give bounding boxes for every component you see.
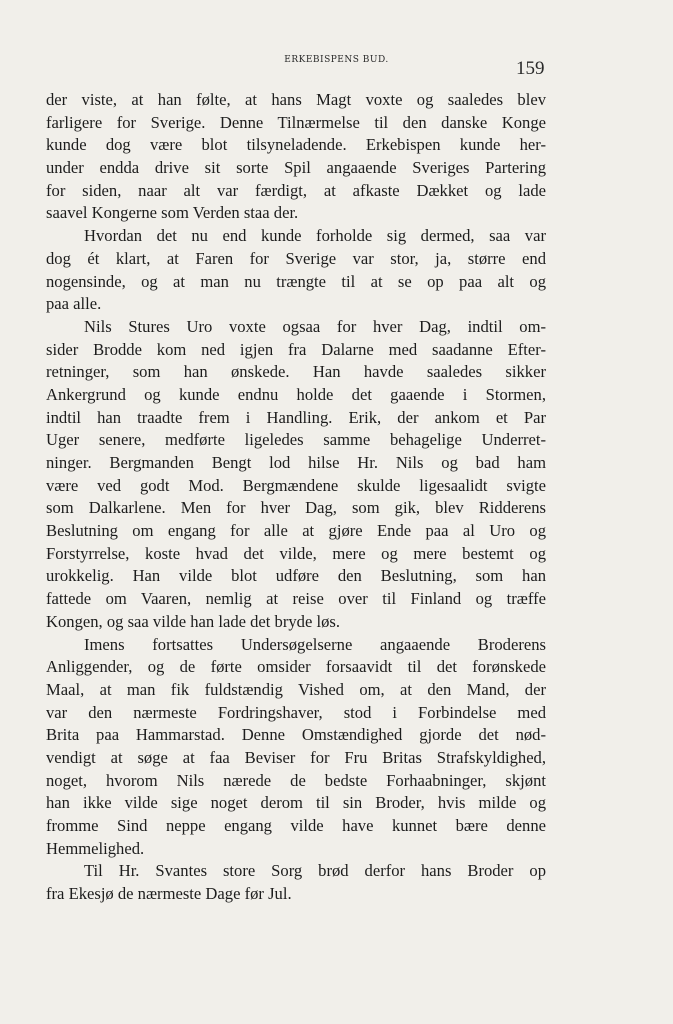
text-line: for siden, naar alt var færdigt, at afkaste Dækket og lade <box>46 180 546 200</box>
text-line: noget, hvorom Nils nærede de bedste Forhaabninger, skjønt <box>46 770 546 790</box>
page-number: 159 <box>516 58 545 79</box>
text-line: retninger, som han ønskede. Han havde saaledes sikker <box>46 362 546 382</box>
text-line: kunde dog være blot tilsyneladende. Erkebispen kunde her- <box>46 135 546 155</box>
text-line: Hemmelighed. <box>46 838 145 858</box>
text-line: Hvordan det nu end kunde forholde sig dermed, saa var <box>84 226 546 246</box>
text-line: Brita paa Hammarstad. Denne Omstændighed gjorde det nød- <box>46 725 546 745</box>
text-line: var den nærmeste Fordringshaver, stod i Forbindelse med <box>46 702 546 722</box>
text-line: ninger. Bergmanden Bengt lod hilse Hr. Nils og bad ham <box>46 453 546 472</box>
text-line: fattede om Vaaren, nemlig at reise over til Finland og træffe <box>46 589 546 609</box>
text-line: fromme Sind neppe engang vilde have kunnet bære denne <box>46 816 546 835</box>
text-line: dog ét klart, at Faren for Sverige var stor, ja, større end <box>46 248 546 268</box>
text-line: nogensinde, og at man nu trængte til at se op paa alt og <box>46 271 546 291</box>
text-line: farligere for Sverige. Denne Tilnærmelse til den danske Konge <box>46 112 546 132</box>
text-line: urokkelig. Han vilde blot udføre den Beslutning, som han <box>46 566 546 586</box>
text-line: Imens fortsattes Undersøgelserne angaaende Broderens <box>84 634 546 654</box>
body-text <box>46 89 546 906</box>
running-title: ERKEBISPENS BUD. <box>284 55 389 65</box>
text-line: Ankergrund og kunde endnu holde det gaaende i Stormen, <box>46 384 546 404</box>
text-line: som Dalkarlene. Men for hver Dag, som gik, blev Ridderens <box>46 498 546 518</box>
text-line: under endda drive sit sorte Spil angaaende Sveriges Partering <box>46 158 546 178</box>
text-line: Maal, at man fik fuldstændig Vished om, at den Mand, der <box>46 679 546 699</box>
text-line: Forstyrrelse, koste hvad det vilde, mere og mere bestemt og <box>46 543 546 563</box>
text-line: Anliggender, og de førte omsider forsaavidt til det forønskede <box>46 657 546 677</box>
text-line: han ikke vilde sige noget derom til sin Broder, hvis milde og <box>46 793 546 813</box>
text-line: paa alle. <box>46 294 102 314</box>
text-line: vendigt at søge at faa Beviser for Fru Britas Strafskyldighed, <box>46 747 546 767</box>
text-line: Nils Stures Uro voxte ogsaa for hver Dag, indtil om- <box>84 316 546 336</box>
text-line: være ved godt Mod. Bergmændene skulde ligesaalidt svigte <box>46 475 546 495</box>
text-line: Uger senere, medførte ligeledes samme behagelige Underret- <box>46 430 546 450</box>
text-line: Til Hr. Svantes store Sorg brød derfor hans Broder op <box>84 861 546 881</box>
text-line: sider Brodde kom ned igjen fra Dalarne med saadanne Efter- <box>46 339 546 359</box>
text-line: saavel Kongerne som Verden staa der. <box>46 203 299 223</box>
text-line: Kongen, og saa vilde han lade det bryde løs. <box>46 611 340 631</box>
text-line: indtil han traadte frem i Handling. Erik, der ankom et Par <box>46 407 546 427</box>
text-line: fra Ekesjø de nærmeste Dage før Jul. <box>46 884 292 904</box>
text-line: der viste, at han følte, at hans Magt voxte og saaledes blev <box>46 90 546 109</box>
text-line: Beslutning om engang for alle at gjøre Ende paa al Uro og <box>46 521 546 541</box>
